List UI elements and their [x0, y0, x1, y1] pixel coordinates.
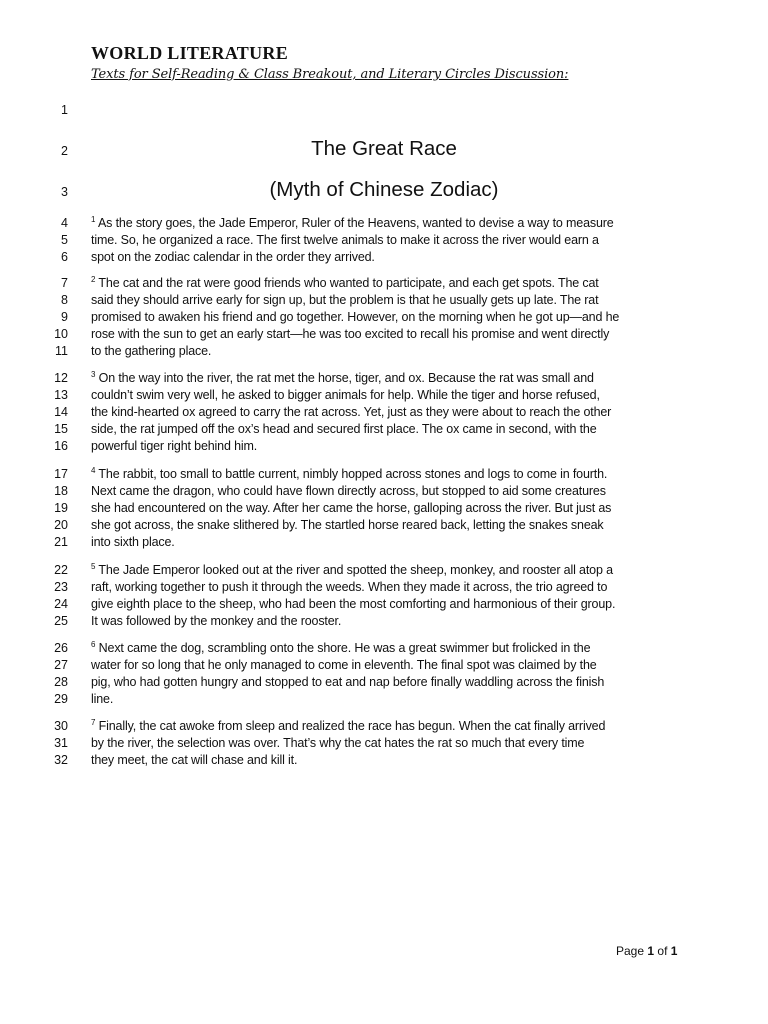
paragraph-line-text: The rabbit, too small to battle current, nimbly hopped across stones and logs to come in fourth.	[98, 467, 608, 481]
paragraph-2	[91, 275, 679, 360]
paragraph-number: 3	[91, 370, 96, 379]
line-number: 23	[54, 580, 68, 594]
paragraph-line-text: spot on the zodiac calendar in the order they arrived.	[91, 250, 375, 264]
paragraph-line	[91, 370, 679, 387]
paragraph-number: 1	[91, 215, 96, 224]
paragraph-1	[91, 215, 679, 266]
paragraph-5	[91, 562, 679, 630]
paragraph-line-text: they meet, the cat will chase and kill it.	[91, 753, 298, 767]
paragraph-line	[91, 579, 679, 596]
of-label: of	[657, 944, 668, 958]
line-number: 15	[54, 422, 68, 436]
line-number: 14	[54, 405, 68, 419]
line-number: 22	[54, 563, 68, 577]
line-number: 17	[54, 467, 68, 481]
line-number: 26	[54, 641, 68, 655]
line-number: 29	[54, 692, 68, 706]
paragraph-line-text: water for so long that he only managed to come in eleventh. The final spot was claimed by the	[91, 658, 597, 672]
paragraph-line-text: the kind-hearted ox agreed to carry the rat across. Yet, just as they were about to reach the other	[91, 405, 612, 419]
story-title: The Great Race	[311, 137, 457, 160]
page-footer	[616, 943, 677, 959]
line-number: 19	[54, 501, 68, 515]
line-number: 7	[61, 276, 68, 290]
line-number: 16	[54, 439, 68, 453]
line-number: 6	[61, 250, 68, 264]
paragraph-line	[91, 735, 679, 752]
line-number: 30	[54, 719, 68, 733]
paragraph-4	[91, 466, 679, 551]
paragraph-line	[91, 562, 679, 579]
line-number: 13	[54, 388, 68, 402]
line-number: 24	[54, 597, 68, 611]
paragraph-line-text: rose with the sun to get an early start—he was too excited to recall his promise and went directly	[91, 327, 610, 341]
line-number: 28	[54, 675, 68, 689]
paragraph-line	[91, 215, 679, 232]
paragraph-line-text: Next came the dragon, who could have flown directly across, but stopped to aid some creatures	[91, 484, 606, 498]
line-number: 8	[61, 293, 68, 307]
paragraph-line	[91, 421, 679, 438]
line-number: 31	[54, 736, 68, 750]
line-number: 4	[61, 216, 68, 230]
paragraph-line-text: It was followed by the monkey and the rooster.	[91, 614, 342, 628]
paragraph-number: 6	[91, 640, 96, 649]
paragraph-number: 2	[91, 275, 96, 284]
paragraph-line	[91, 404, 679, 421]
line-number: 11	[55, 344, 68, 358]
paragraph-3	[91, 370, 679, 455]
paragraph-line-text: promised to awaken his friend and go together. However, on the morning when he got up—and he	[91, 310, 620, 324]
paragraph-line	[91, 438, 679, 455]
paragraph-line-text: The Jade Emperor looked out at the river and spotted the sheep, monkey, and rooster all atop a	[98, 563, 613, 577]
line-number: 18	[54, 484, 68, 498]
paragraph-line-text: Next came the dog, scrambling onto the shore. He was a great swimmer but frolicked in the	[98, 641, 591, 655]
paragraph-line	[91, 596, 679, 613]
paragraph-line	[91, 534, 679, 551]
paragraph-line	[91, 640, 679, 657]
line-number: 1	[61, 103, 68, 117]
paragraph-line	[91, 500, 679, 517]
paragraph-line-text: to the gathering place.	[91, 344, 212, 358]
paragraph-line-text: On the way into the river, the rat met the horse, tiger, and ox. Because the rat was small and	[98, 371, 594, 385]
page-label: Page	[616, 944, 645, 958]
paragraph-line-text: As the story goes, the Jade Emperor, Ruler of the Heavens, wanted to devise a way to measure	[97, 216, 614, 230]
paragraph-line	[91, 657, 679, 674]
paragraph-line-text: raft, working together to push it through the weeds. When they made it across, the trio agreed to	[91, 580, 608, 594]
paragraph-line	[91, 275, 679, 292]
story-subtitle: (Myth of Chinese Zodiac)	[269, 178, 499, 201]
paragraph-line-text: Finally, the cat awoke from sleep and realized the race has begun. When the cat finally arrived	[98, 719, 606, 733]
paragraph-line	[91, 613, 679, 630]
line-number: 9	[61, 310, 68, 324]
line-number: 3	[61, 185, 68, 199]
line-number: 32	[54, 753, 68, 767]
paragraph-line	[91, 674, 679, 691]
paragraph-line	[91, 326, 679, 343]
course-title: WORLD LITERATURE	[91, 43, 288, 63]
paragraph-line	[91, 752, 679, 769]
paragraph-line-text: side, the rat jumped off the ox’s head and secured first place. The ox came in second, with the	[91, 422, 597, 436]
paragraph-number: 5	[91, 562, 96, 571]
paragraph-line-text: said they should arrive early for sign up, but the problem is that he usually gets up late. The rat	[91, 293, 599, 307]
paragraph-line-text: give eighth place to the sheep, who had been the most comforting and harmonious of their group.	[91, 597, 616, 611]
paragraph-number: 4	[91, 466, 96, 475]
paragraph-line	[91, 387, 679, 404]
line-number: 20	[54, 518, 68, 532]
paragraph-7	[91, 718, 679, 769]
paragraph-line	[91, 309, 679, 326]
paragraph-line-text: powerful tiger right behind him.	[91, 439, 258, 453]
line-number: 12	[54, 371, 68, 385]
document-header	[91, 42, 691, 84]
paragraph-line	[91, 466, 679, 483]
paragraph-line-text: couldn’t swim very well, he asked to bigger animals for help. While the tiger and horse refused,	[91, 388, 600, 402]
page-total: 1	[670, 944, 678, 958]
line-number: 5	[61, 233, 68, 247]
line-number: 2	[61, 144, 68, 158]
paragraph-line	[91, 517, 679, 534]
paragraph-line	[91, 292, 679, 309]
paragraph-line	[91, 249, 679, 266]
paragraph-line-text: pig, who had gotten hungry and stopped to eat and nap before finally waddling across the finish	[91, 675, 605, 689]
paragraph-line	[91, 483, 679, 500]
paragraph-line-text: she had encountered on the way. After her came the horse, galloping across the river. But just as	[91, 501, 612, 515]
paragraph-line-text: she got across, the snake slithered by. The startled horse reared back, letting the snakes sneak	[91, 518, 604, 532]
paragraph-6	[91, 640, 679, 708]
paragraph-line	[91, 232, 679, 249]
paragraph-line-text: time. So, he organized a race. The first twelve animals to make it across the river would earn a	[91, 233, 599, 247]
paragraph-line-text: by the river, the selection was over. That’s why the cat hates the rat so much that every time	[91, 736, 585, 750]
paragraph-line	[91, 343, 679, 360]
paragraph-line-text: line.	[91, 692, 114, 706]
line-number: 10	[54, 327, 68, 341]
page-current: 1	[647, 944, 655, 958]
paragraph-line	[91, 718, 679, 735]
line-number: 21	[54, 535, 68, 549]
paragraph-line	[91, 691, 679, 708]
paragraph-number: 7	[91, 718, 96, 727]
paragraph-line-text: The cat and the rat were good friends who wanted to participate, and each get spots. The cat	[98, 276, 599, 290]
paragraph-line-text: into sixth place.	[91, 535, 175, 549]
line-number: 27	[54, 658, 68, 672]
line-number: 25	[54, 614, 68, 628]
course-subtitle: Texts for Self-Reading & Class Breakout, and Literary Circles Discussion:	[91, 67, 569, 82]
